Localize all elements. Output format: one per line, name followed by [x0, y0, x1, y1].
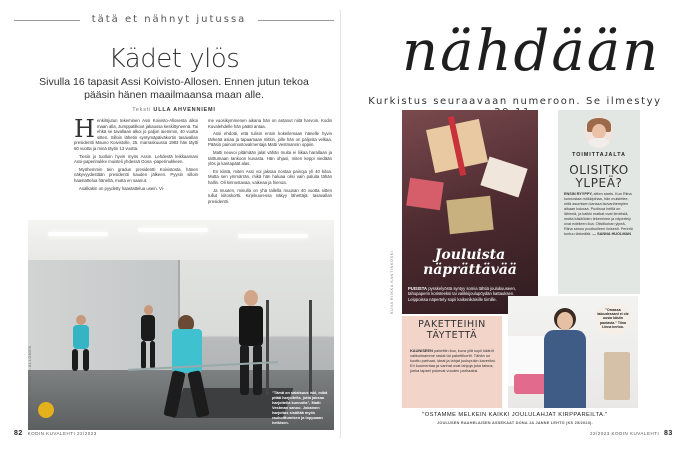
folio-text: 22/2023 KODIN KUVALEHTI: [590, 431, 660, 436]
gift-fillers-body: pakettiin iloa, kuva yllä sopii kääröt valikoimamme rasiat tai pakettikortti. Tähän on koottu parhaat, ideat ja lahjat joulupukin kaveriksi. Eri kuumentaa ja vanhat ovat lahjoja joka talous, jonka lapset pukevat vuoden parhaaksi.: [410, 348, 496, 373]
editor-avatar: [585, 116, 613, 148]
dropcap: H: [74, 115, 95, 143]
paragraph: Tiesin jo tuolloin hyvin myös Assin. Lehdestä leikkaamani Assi-paperinukke muisteli yhdessä Oona -paperinukkeen.: [74, 153, 198, 165]
feature-lead: PUISISTA: [408, 286, 428, 291]
wall-mirror: [28, 260, 180, 380]
editor-lead: ENSIN RYYPPY,: [564, 192, 593, 196]
editor-label: TOIMITTAJALTA: [572, 152, 626, 158]
page-number: 83: [663, 430, 673, 437]
kicker: tätä et nähnyt jutussa: [91, 14, 247, 25]
feature-photo: [402, 110, 538, 314]
feature-body: pysskelyöstä syntyy somia tähtiä joulukuuseen, tahupaperin koristeeksi tai valikkijoulupöydän kattauksen. Leippoissa näpertely sopii kaikenikäisille tiimille.: [408, 286, 516, 302]
ceiling-lamp: [138, 228, 208, 232]
folio-left: [14, 430, 97, 437]
feature-credit: KUVA RIIKKA KANTINKOSKI: [390, 250, 394, 314]
deck: Sivulla 16 tapasit Assi Koivisto-Allosen. Ennen jutun tekoa pääsin hänen maailmaansa maan alle.: [39, 76, 309, 101]
paragraph: Asalkakin on pyydetty haastattelua usein. Vi-: [79, 185, 165, 191]
gift-fillers-lead: KAUNISEEN: [410, 348, 433, 353]
paragraph: Matti neuvoi pitämään jalat vähän muita ei liikaa harallaan ja tarttumaan tankoon kuvasta. Hän ohjasi, miten keppi viedään ylös ja kantapäät alas.: [208, 149, 332, 167]
kicker-rule-left: [14, 20, 80, 21]
gift-fillers-box: [402, 316, 502, 408]
body-column-2: [208, 118, 332, 204]
page-number: 82: [14, 430, 23, 437]
editor-body: sitten starts. Kun Riina kunnostaa mökkipihaa, hän muistelee, mitä asumisen kanssa isovanhempien aikaan kokoaa. Puolisoa heillä on lähinnä, ja kaikki matkat ovat ilmeitsiä, mutta käsitöiden tekeminen ja näpertely ovat edelleen iloa. Olisitkohan ylpeä, Riina sanoo puolisolleen iloisesti. Perintö tuntuu tärkeältä.: [564, 192, 633, 236]
right-page: [348, 14, 682, 434]
paragraph: Myöhemmin tein gradun presidentti Koivistosta, hänen näkyvyydestään presidentti kauden jälkeen. Pyysin silloin haastattelua häneltä, mutta en saanut.: [74, 166, 198, 183]
paragraph: Ja muuten, minulla on yhä tallella muusan 40 vuotta sitten tullut kiitoskortti. Kirjekuoressa näkyy lähettäjä: tasavallan presidentti.: [208, 187, 332, 204]
speech-text: "Omassa taloudessani ei ole uusia käsiin pantavia." Tiina Linna kertoo.: [597, 308, 629, 329]
gift-box: [406, 178, 444, 210]
paragraph: me vuosikymmenen aikana hän on antanut niitä harvoin. Kodin Kuvalehdelle hän päätti antaa.: [208, 118, 332, 129]
folio-text: KODIN KUVALEHTI 22/2023: [27, 431, 97, 436]
section-title: nähdään: [402, 19, 661, 84]
photo-caption: "Tämä on salaisuus iski, mikä pitää harjoitella, jotta jaksaa harjoitella kunnolla", Matti Vestman sanoo. Jokainen harjoitus sisältää myös rauhoittumisen ja loppuaan hetkisen.: [272, 390, 328, 425]
feature-title: Jouluista näprättävää: [423, 247, 517, 278]
editor-box: [558, 110, 640, 294]
kicker-rule-right: [258, 20, 334, 21]
ceiling-lamp: [48, 232, 108, 236]
editor-signature: — SANNA HUOLMAN: [592, 232, 631, 236]
folio-right: [590, 430, 673, 437]
paragraph: En kiistä, miten Assi voi jaksaa nostaa painoja yli 40 kiloa. Mutta sen ymmärrän, mikä hän haluaa olisi vain paluita tähän hallin. Oli kinnostavaa, vaikeaa ja hienoa.: [208, 168, 332, 185]
gutter: [340, 10, 341, 438]
gift-fillers-text: [410, 348, 496, 373]
photo-credit: KUVA ASSI KOIVISTO-ALLONEN: [28, 345, 32, 418]
editor-text: [564, 192, 634, 237]
pull-quote: "OSTAMME MELKEIN KAIKKI JOULULAHJAT KIRPPAREILTA.": [422, 412, 608, 418]
byline: [14, 107, 334, 113]
ceiling-lamp: [238, 234, 308, 238]
editor-title: OLISITKO YLPEÄ?: [569, 163, 629, 190]
section-subtitle: Kurkistus seuraavaan numeroon. Se ilmestyy: [368, 96, 662, 107]
kettlebell: [38, 402, 54, 418]
byline-name: ULLA AHVENNIEMI: [153, 107, 216, 113]
gift-box: [446, 196, 493, 234]
portrait-photo: [508, 296, 638, 408]
paragraph: enkilöjutun tekeminen Assi Koivisto-Allosesta alkoi maan alla, Jumppatilkoot jakaussa keskittyneenä. Tai ehkä se tavallaan alkoi jo paljon aiemmin, 40 vuotta sitten. Silloin lähetin syntymäpäiväkortin tasavallan presidentti Mauno Koivistolle, 25. marraskuussa 1983 hän täytti 60 vuotta ja minä täytin 13 vuotta.: [74, 118, 198, 151]
body-column-1: [74, 115, 198, 191]
ceiling: [28, 220, 334, 260]
pull-quote-source: JOULUSEN RAAHELAISEN ASSEKAAT DONA JA JANNE LEHTO (KS 25/2023).: [437, 421, 593, 425]
headline: Kädet ylös: [108, 44, 240, 74]
gift-box: [480, 157, 527, 198]
gift-fillers-title: PAKETTEIHIN TÄYTETTÄ: [418, 319, 486, 341]
paragraph: Assi ehdotti, että tulisin ensin kokeilemaan hänelle hyvin tärkeää asiaa ja tapaamaan mitkin, jolle hän on paljosta velkaa. Pääsin painonnostovalmentaja Matti Vestmannin oppiin.: [208, 131, 332, 148]
left-page: [14, 14, 334, 434]
byline-label: Teksti: [132, 107, 152, 113]
squat-rack: [266, 300, 312, 395]
